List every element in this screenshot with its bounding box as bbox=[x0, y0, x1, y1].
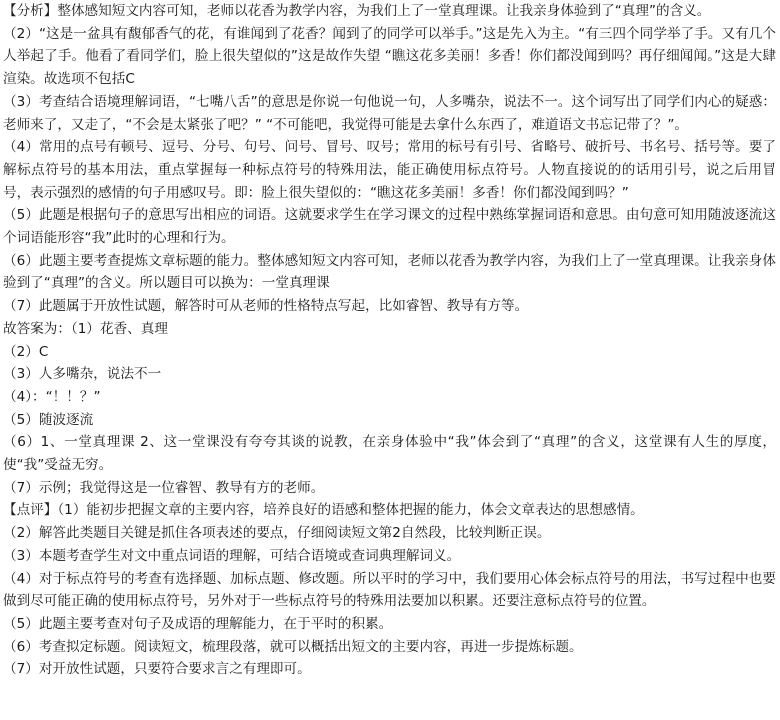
comment-paragraph: （2）解答此类题目关键是抓住各项表述的要点，仔细阅读短文第2自然段，比较判断正误。 bbox=[3, 525, 551, 542]
analysis-paragraph: （2）“这是一盆具有馥郁香气的花，有谁闻到了花香？闻到了的同学可以举手。”这是先入为主。“有三四个同学举了手。又有几个人举起了手。他看了看同学们，脸上很失望似的”这是故作失望 “瞧这花多美丽！多香！你们都没闻到吗？再仔细闻闻。”这是大肆渲染。故选项不包括C bbox=[3, 25, 776, 88]
comment-paragraph: （6）考查拟定标题。阅读短文，梳理段落，就可以概括出短文的主要内容，再进一步提炼标题。 bbox=[3, 638, 583, 655]
answer-line: （7）示例；我觉得这是一位睿智、教导有方的老师。 bbox=[3, 479, 325, 496]
answer-line: （3）人多嘴杂，说法不一 bbox=[3, 366, 162, 383]
analysis-paragraph: （6）此题主要考查提炼文章标题的能力。整体感知短文内容可知，老师以花香为教学内容，为我们上了一堂真理课。让我亲身体验到了“真理”的含义。所以题目可以换为：一堂真理课 bbox=[3, 252, 776, 292]
answer-line: （6）1、一堂真理课 2、这一堂课没有夸夸其谈的说教，在亲身体验中“我”体会到了“真理”的含义，这堂课有人生的厚度，使“我”受益无穷。 bbox=[3, 434, 776, 474]
analysis-paragraph: （4）常用的点号有顿号、逗号、分号、句号、问号、冒号、叹号；常用的标号有引号、省略号、破折号、书名号、括号等。要了解标点符号的基本用法，重点掌握每一种标点符号的特殊用法，能正确使用标点符号。人物直接说的的话用引号，说之后用冒号，表示强烈的感情的句子用感叹号。即：脸上很失望似的：“瞧这花多美丽！多香！你们都没闻到吗？” bbox=[3, 139, 776, 201]
comment-paragraph: 【点评】（1）能初步把握文章的主要内容，培养良好的语感和整体把握的能力，体会文章表达的思想感情。 bbox=[3, 502, 644, 519]
answer-line: （4）：“！！？” bbox=[3, 388, 101, 405]
answer-line: 故答案为：（1）花香、真理 bbox=[3, 320, 168, 337]
analysis-paragraph: （7）此题属于开放性试题，解答时可从老师的性格特点写起，比如睿智、教导有方等。 bbox=[3, 298, 529, 315]
analysis-paragraph: （3）考查结合语境理解词语，“七嘴八舌”的意思是你说一句他说一句，人多嘴杂，说法不一。这个词写出了同学们内心的疑惑：老师来了，又走了，“不会是太紧张了吧？” “不可能吧，我觉得可能是去拿什么东西了，难道语文书忘记带了？”。 bbox=[3, 93, 776, 133]
analysis-section bbox=[3, 0, 776, 318]
answer-line: （2）C bbox=[3, 343, 49, 360]
comment-paragraph: （4）对于标点符号的考查有选择题、加标点题、修改题。所以平时的学习中，我们要用心体会标点符号的用法，书写过程中也要做到尽可能正确的使用标点符号，另外对于一些标点符号的特殊用法要加以积累。还要注意标点符号的位置。 bbox=[3, 570, 776, 610]
comment-paragraph: （7）对开放性试题，只要符合要求言之有理即可。 bbox=[3, 661, 311, 678]
comment-paragraph: （5）此题主要考查对句子及成语的理解能力，在于平时的积累。 bbox=[3, 615, 393, 632]
comment-paragraph: （3）本题考查学生对文中重点词语的理解，可结合语境或查词典理解词义。 bbox=[3, 547, 461, 564]
comment-section bbox=[3, 499, 776, 681]
analysis-paragraph: 【分析】整体感知短文内容可知，老师以花香为教学内容，为我们上了一堂真理课。让我亲身体验到了“真理”的含义。 bbox=[3, 3, 711, 19]
answer-section bbox=[3, 318, 776, 500]
answer-line: （5）随波逐流 bbox=[3, 411, 94, 428]
analysis-paragraph: （5）此题是根据句子的意思写出相应的词语。这就要求学生在学习课文的过程中熟练掌握词语和意思。由句意可知用随波逐流这个词语能形容“我”此时的心理和行为。 bbox=[3, 207, 776, 247]
